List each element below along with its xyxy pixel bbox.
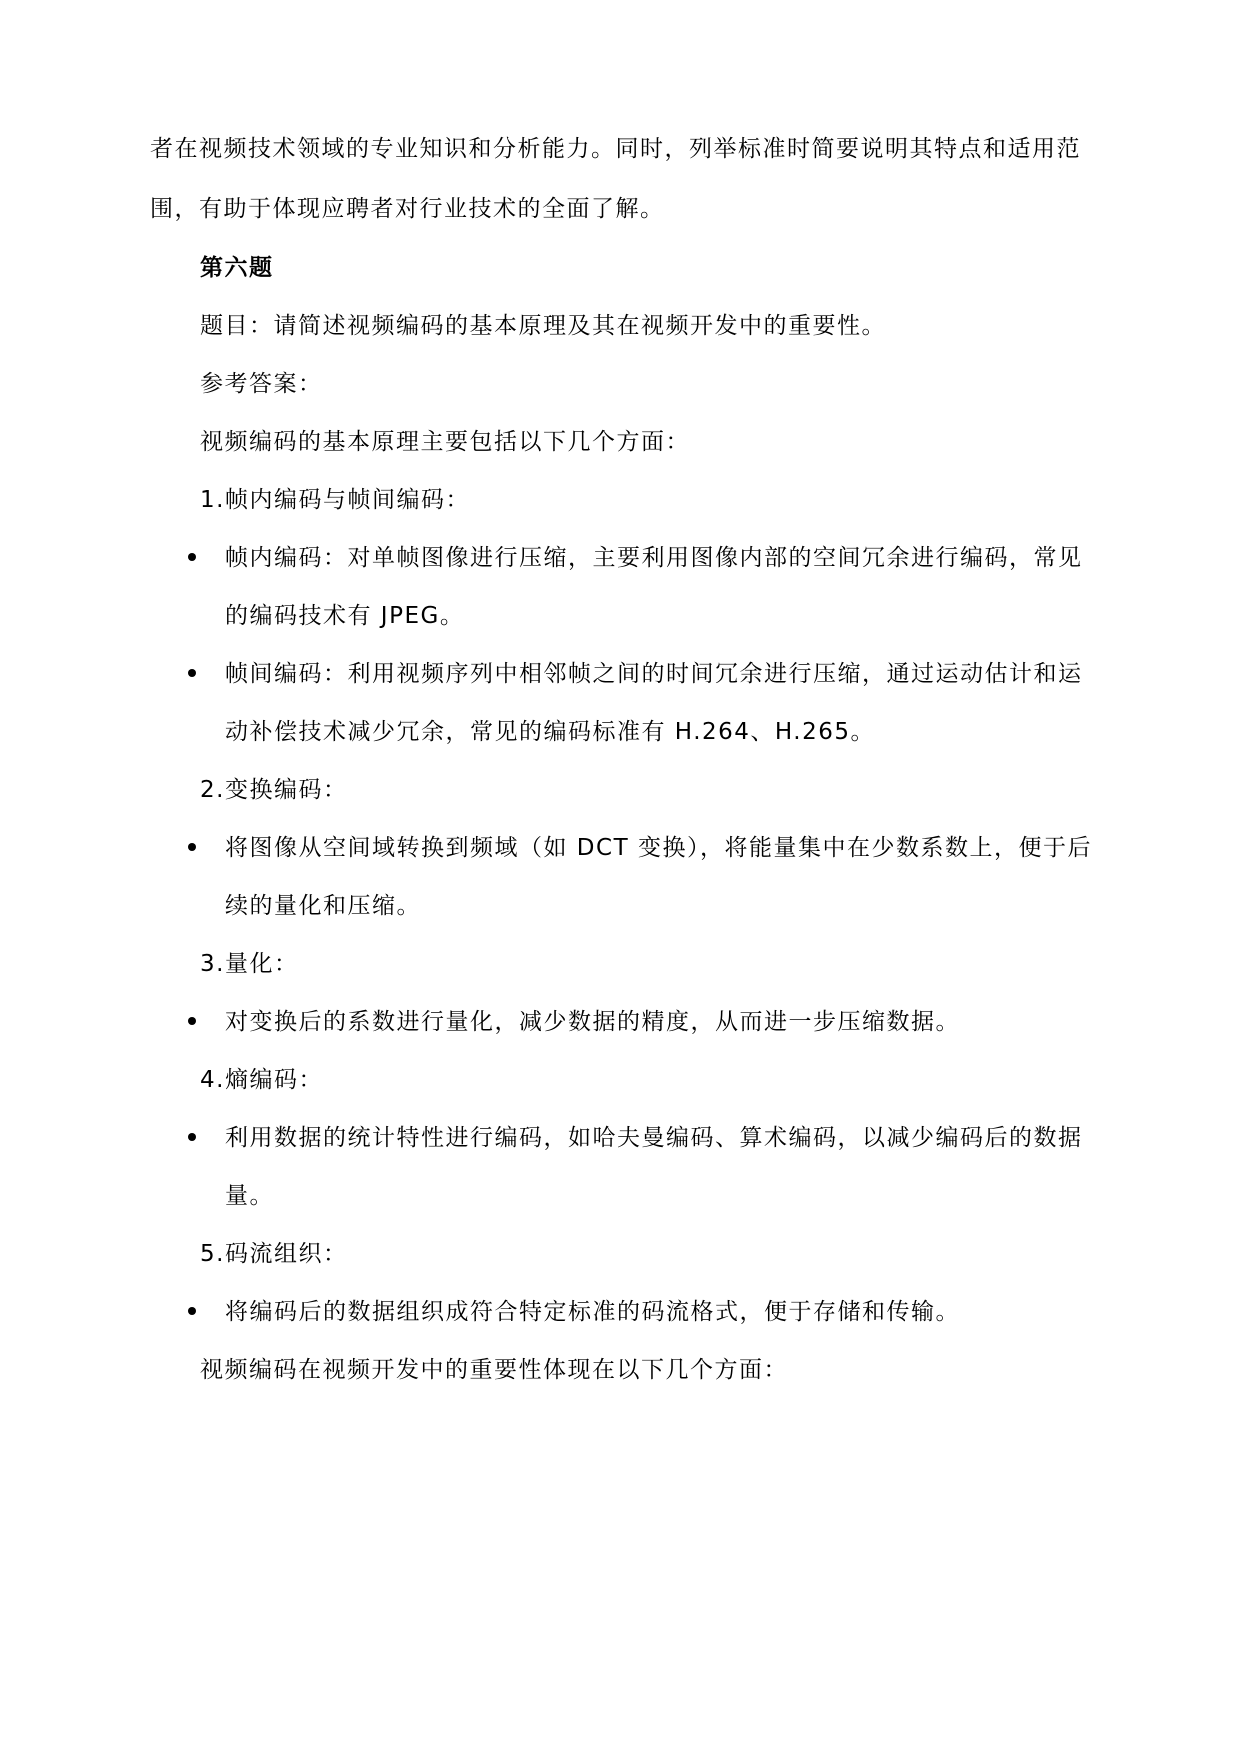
bullet-text-line: 对变换后的系数进行量化，减少数据的精度，从而进一步压缩数据。 [225, 1009, 960, 1035]
bullet-text-line: 动补偿技术减少冗余，常见的编码标准有 H.264、H.265。 [225, 719, 876, 745]
bullet-text-line: 续的量化和压缩。 [225, 893, 421, 919]
bullet-text-line: 将图像从空间域转换到频域（如 DCT 变换），将能量集中在少数系数上，便于后 [225, 835, 1092, 861]
bullet-dot [188, 669, 196, 677]
item-title-5: 5.码流组织： [200, 1241, 348, 1267]
principle-intro: 视频编码的基本原理主要包括以下几个方面： [200, 429, 690, 455]
bullet-dot [188, 1307, 196, 1315]
bullet-dot [188, 1017, 196, 1025]
item-title-4: 4.熵编码： [200, 1067, 323, 1093]
bullet-dot [188, 553, 196, 561]
bullet-text-line: 利用数据的统计特性进行编码，如哈夫曼编码、算术编码，以减少编码后的数据 [225, 1125, 1083, 1151]
answer-label: 参考答案： [200, 371, 323, 397]
item-title-2: 2.变换编码： [200, 777, 348, 803]
bullet-text-line: 的编码技术有 JPEG。 [225, 603, 465, 629]
bullet-text-line: 帧间编码：利用视频序列中相邻帧之间的时间冗余进行压缩，通过运动估计和运 [225, 661, 1083, 687]
bullet-text-line: 将编码后的数据组织成符合特定标准的码流格式，便于存储和传输。 [225, 1299, 960, 1325]
question-text: 题目：请简述视频编码的基本原理及其在视频开发中的重要性。 [200, 313, 886, 339]
closing-text: 视频编码在视频开发中的重要性体现在以下几个方面： [200, 1357, 788, 1383]
bullet-text-line: 帧内编码：对单帧图像进行压缩，主要利用图像内部的空间冗余进行编码，常见 [225, 545, 1083, 571]
intro-line-2: 围，有助于体现应聘者对行业技术的全面了解。 [150, 196, 665, 222]
item-title-1: 1.帧内编码与帧间编码： [200, 487, 470, 513]
section-heading: 第六题 [200, 255, 274, 281]
bullet-text-line: 量。 [225, 1183, 274, 1209]
bullet-dot [188, 1133, 196, 1141]
bullet-dot [188, 843, 196, 851]
item-title-3: 3.量化： [200, 951, 299, 977]
intro-line-1: 者在视频技术领域的专业知识和分析能力。同时，列举标准时简要说明其特点和适用范 [150, 136, 1081, 162]
